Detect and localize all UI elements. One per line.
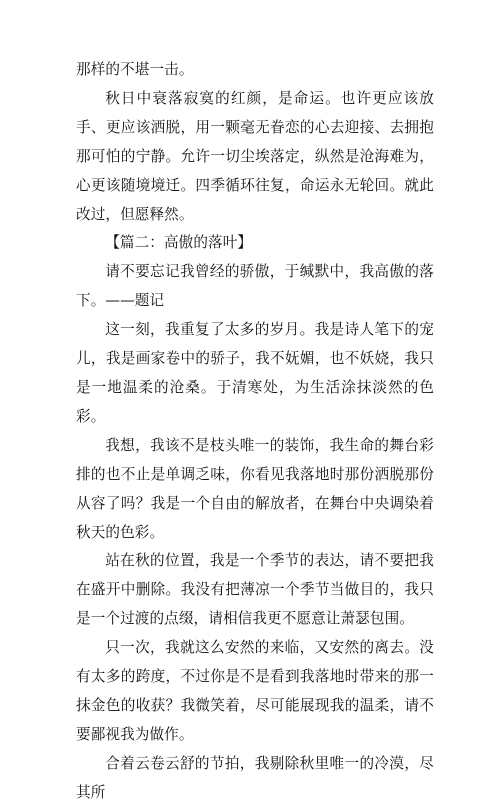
- paragraph-2: 秋日中衰落寂寞的红颜，是命运。也许更应该放手、更应该洒脱，用一颗毫无眷恋的心去迎接、去拥抱那可怕的宁静。允许一切尘埃落定，纵然是沧海难为，心更该随境境迁。四季循环往复，命运永无轮回。就此改过，但愿释然。: [76, 89, 434, 223]
- paragraph-5: 这一刻，我重复了太多的岁月。我是诗人笔下的宠儿，我是画家卷中的骄子，我不妩媚，也不妖娆，我只是一地温柔的沧桑。于清寒处，为生活涂抹淡然的色彩。: [76, 321, 434, 425]
- document-body: [76, 56, 434, 808]
- paragraph-9: 合着云卷云舒的节拍，我剔除秋里唯一的冷漠，尽其所: [76, 754, 434, 801]
- section-heading: 【篇二：高傲的落叶】: [105, 234, 253, 252]
- paragraph-1: 那样的不堪一击。: [76, 61, 194, 78]
- paragraph-6: 我想，我该不是枝头唯一的装饰，我生命的舞台彩排的也不止是单调乏味，你看见我落地时那份洒脱那份从容了吗？我是一个自由的解放者，在舞台中央调染着秋天的色彩。: [76, 436, 434, 541]
- paragraph-7: 站在秋的位置，我是一个季节的表达，请不要把我在盛开中删除。我没有把薄凉一个季节当做目的，我只是一个过渡的点缀，请相信我更不愿意让萧瑟包围。: [76, 552, 434, 628]
- paragraph-8: 只一次，我就这么安然的来临，又安然的离去。没有太多的跨度，不过你是不是看到我落地时带来的那一抹金色的收获？我微笑着，尽可能展现我的温柔，请不要鄙视我为做作。: [76, 639, 434, 743]
- epigraph: 请不要忘记我曾经的骄傲，于缄默中，我高傲的落下。——题记: [76, 263, 434, 310]
